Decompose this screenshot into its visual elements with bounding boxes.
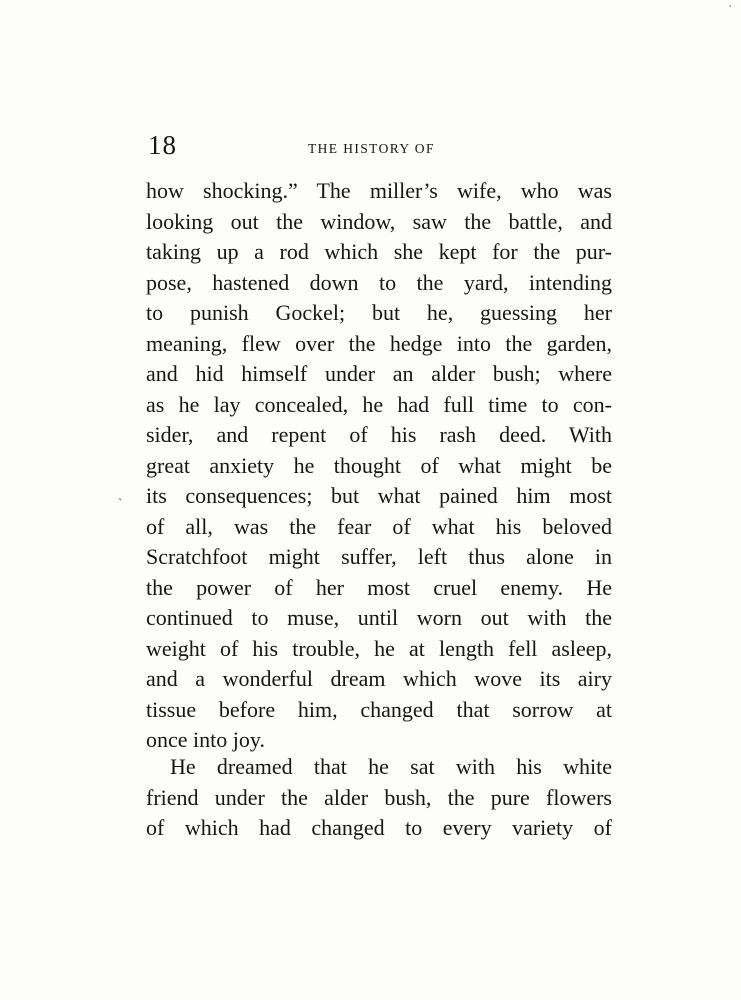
text-line: how shocking.” The miller’s wife, who was: [146, 178, 612, 203]
edge-tick-mark: ˈ: [728, 2, 733, 17]
text-line: sider, and repent of his rash deed. With: [146, 422, 612, 447]
text-line: of all, was the fear of what his beloved: [146, 513, 612, 539]
text-line: Scratchfoot might suffer, left thus alone in: [146, 544, 612, 569]
paragraph-2: [146, 752, 612, 844]
page-number: 18: [148, 130, 177, 160]
text-line: continued to muse, until worn out with the: [146, 605, 612, 630]
text-line: as he lay concealed, he had full time to con-: [146, 391, 612, 417]
text-line: its consequences; but what pained him most: [146, 483, 612, 508]
text-line: of which had changed to every variety of: [146, 815, 612, 840]
text-line: meaning, flew over the hedge into the garden,: [146, 330, 612, 356]
text-line: pose, hastened down to the yard, intending: [146, 269, 612, 295]
text-line: and a wonderful dream which wove its airy: [146, 666, 612, 691]
text-line: great anxiety he thought of what might be: [146, 452, 612, 478]
text-line: to punish Gockel; but he, guessing her: [146, 300, 612, 325]
text-line: and hid himself under an alder bush; where: [146, 361, 612, 386]
paragraph-1: [146, 176, 612, 756]
text-line: looking out the window, saw the battle, and: [146, 208, 612, 234]
text-line: friend under the alder bush, the pure flowers: [146, 784, 612, 810]
text-line: taking up a rod which she kept for the pur-: [146, 239, 612, 264]
margin-tick-mark: ˏ: [118, 486, 123, 501]
text-line: He dreamed that he sat with his white: [170, 754, 612, 779]
text-line: tissue before him, changed that sorrow at: [146, 696, 612, 722]
page-header: [146, 128, 612, 162]
running-head: THE HISTORY OF: [308, 141, 435, 156]
text-line: the power of her most cruel enemy. He: [146, 574, 612, 600]
text-line: weight of his trouble, he at length fell asleep,: [146, 635, 612, 661]
text-line: once into joy.: [146, 727, 265, 752]
